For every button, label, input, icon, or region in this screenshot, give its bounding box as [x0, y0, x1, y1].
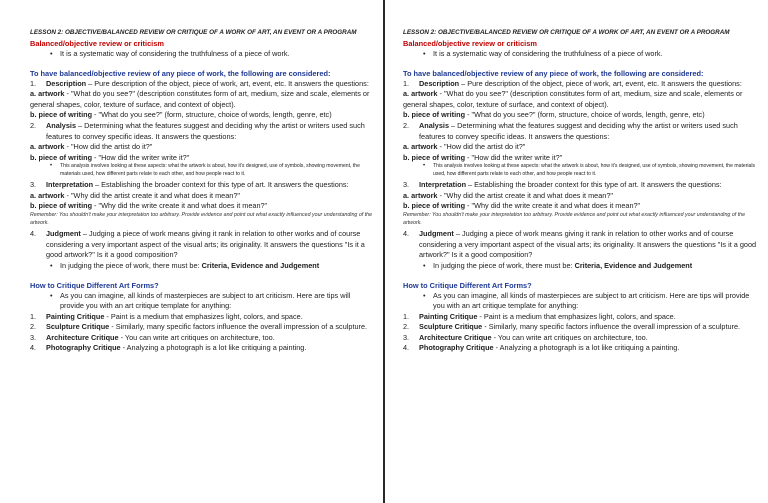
bullet-icon: •	[423, 260, 426, 270]
description-artwork: a. artwork - "What do you see?" (description constitutes form of art, medium, size and scale, elements or general shapes, color, texture of surface, and context of object).	[403, 89, 743, 109]
bullet-icon: •	[423, 290, 426, 300]
interpretation-writing: b. piece of writing - "Why did the write create it and what does it mean?"	[30, 201, 268, 211]
interpretation-item: 3. Interpretation – Establishing the broader context for this type of art. It answers the questions:	[30, 180, 349, 190]
sculpture-critique: 2. Sculpture Critique - Similarly, many specific factors influence the overall impression of a sculpture.	[30, 322, 368, 332]
painting-critique: 1. Painting Critique - Paint is a medium that emphasizes light, colors, and space.	[30, 311, 303, 321]
bullet-icon: •	[50, 49, 53, 58]
bullet-icon: •	[423, 49, 426, 58]
interpretation-artwork: a. artwork - "Why did the artist create it and what does it mean?"	[30, 190, 241, 200]
judging-criteria: • In judging the piece of work, there must be: Criteria, Evidence and Judgement	[423, 260, 693, 270]
description-writing: b. piece of writing - "What do you see?" (form, structure, choice of words, length, genre, etc)	[30, 110, 332, 120]
balanced-definition: • It is a systematic way of considering the truthfulness of a piece of work.	[423, 49, 663, 58]
analysis-note: • This analysis involves looking at these aspects: what the artwork is about, how it's designed, use of symbols, showing movement, the materials used, how different parts relate to each other, and how people react to it.	[423, 163, 756, 177]
photography-critique: 4. Photography Critique - Analyzing a photograph is a lot like critiquing a painting.	[403, 343, 680, 353]
analysis-note: • This analysis involves looking at these aspects: what the artwork is about, how it's designed, use of symbols, showing movement, the materials used, how different parts relate to each other, and how people react to it.	[50, 163, 360, 177]
analysis-writing: b. piece of writing - "How did the writer write it?"	[30, 152, 190, 162]
description-writing: b. piece of writing - "What do you see?" (form, structure, choice of words, length, genre, etc)	[403, 110, 705, 120]
remember-note: Remember: You shouldn't make your interpretation too arbitrary. Provide evidence and point out what exactly influenced your understanding of the artwork.	[403, 211, 746, 226]
balanced-heading: Balanced/objective review or criticism	[30, 39, 164, 48]
how-intro: • As you can imagine, all kinds of masterpieces are subject to art criticism. Here are tips will provide you with an art critique template for anything:	[423, 290, 750, 311]
description-item: 1. Description – Pure description of the object, piece of work, art, event, etc. It answers the questions:	[30, 78, 369, 88]
analysis-artwork: a. artwork - "How did the artist do it?"	[403, 142, 526, 152]
analysis-artwork: a. artwork - "How did the artist do it?"	[30, 142, 153, 152]
how-to-critique-heading: How to Critique Different Art Forms?	[30, 280, 159, 290]
judgment-item: 4. Judgment – Judging a piece of work means giving it rank in relation to other works and of course considering a very important aspect of the visual arts; its originality. It answers the questions "Is it a good artwork?" Is it a good composition?	[403, 229, 757, 260]
sculpture-critique: 2. Sculpture Critique - Similarly, many specific factors influence the overall impression of a sculpture.	[403, 322, 741, 332]
remember-note: Remember: You shouldn't make your interpretation too arbitrary. Provide evidence and point out what exactly influenced your understanding of the artwork.	[30, 211, 373, 226]
photography-critique: 4. Photography Critique - Analyzing a photograph is a lot like critiquing a painting.	[30, 343, 307, 353]
interpretation-item: 3. Interpretation – Establishing the broader context for this type of art. It answers the questions:	[403, 180, 722, 190]
bullet-icon: •	[50, 163, 53, 170]
bullet-icon: •	[50, 290, 53, 300]
to-have-heading: To have balanced/objective review of any piece of work, the following are considered:	[403, 68, 704, 78]
to-have-heading: To have balanced/objective review of any piece of work, the following are considered:	[30, 68, 331, 78]
balanced-heading: Balanced/objective review or criticism	[403, 39, 537, 48]
architecture-critique: 3. Architecture Critique - You can write art critiques on architecture, too.	[30, 332, 275, 342]
lesson-title: LESSON 2: OBJECTIVE/BALANCED REVIEW OR CRITIQUE OF A WORK OF ART, AN EVENT OR A PROGRAM	[30, 29, 357, 36]
painting-critique: 1. Painting Critique - Paint is a medium that emphasizes light, colors, and space.	[403, 311, 676, 321]
bullet-icon: •	[50, 260, 53, 270]
judging-criteria: • In judging the piece of work, there must be: Criteria, Evidence and Judgement	[50, 260, 320, 270]
lesson-title: LESSON 2: OBJECTIVE/BALANCED REVIEW OR CRITIQUE OF A WORK OF ART, AN EVENT OR A PROGRAM	[403, 29, 730, 36]
analysis-item: 2. Analysis – Determining what the features suggest and deciding why the artist or writers used such features to convey specific ideas. It answers the questions:	[30, 120, 365, 141]
analysis-item: 2. Analysis – Determining what the features suggest and deciding why the artist or writers used such features to convey specific ideas. It answers the questions:	[403, 120, 738, 141]
interpretation-artwork: a. artwork - "Why did the artist create it and what does it mean?"	[403, 190, 614, 200]
how-to-critique-heading: How to Critique Different Art Forms?	[403, 280, 532, 290]
left-page	[0, 0, 383, 503]
description-artwork: a. artwork - "What do you see?" (description constitutes form of art, medium, size and scale, elements or general shapes, color, texture of surface, and context of object).	[30, 89, 370, 109]
analysis-writing: b. piece of writing - "How did the writer write it?"	[403, 152, 563, 162]
description-item: 1. Description – Pure description of the object, piece of work, art, event, etc. It answers the questions:	[403, 78, 742, 88]
bullet-icon: •	[423, 163, 426, 170]
architecture-critique: 3. Architecture Critique - You can write art critiques on architecture, too.	[403, 332, 648, 342]
interpretation-writing: b. piece of writing - "Why did the write create it and what does it mean?"	[403, 201, 641, 211]
balanced-definition: • It is a systematic way of considering the truthfulness of a piece of work.	[50, 49, 290, 58]
right-page	[385, 0, 768, 503]
how-intro: • As you can imagine, all kinds of masterpieces are subject to art criticism. Here are tips will provide you with an art critique template for anything:	[50, 290, 351, 311]
judgment-item: 4. Judgment – Judging a piece of work means giving it rank in relation to other works and of course considering a very important aspect of the visual arts; its originality. It answers the questions "Is it a good artwork?" Is it a good composition?	[30, 229, 365, 260]
